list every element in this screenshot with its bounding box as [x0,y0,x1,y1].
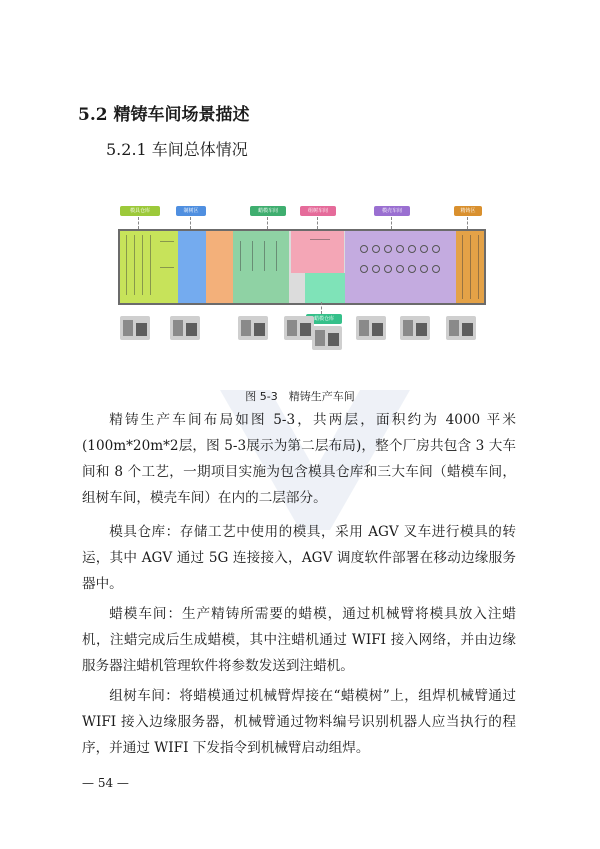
photo-thumbnail [170,316,200,340]
zone-wax-workshop [233,231,289,303]
photo-thumbnail [356,316,386,340]
section-title: 5.2 精铸车间场景描述 [78,105,250,125]
zone-tree-area [178,231,206,303]
figure-caption: 图 5-3 精铸生产车间 [245,390,355,403]
photo-thumbnail [446,316,476,340]
paragraph-mold-storage: 模具仓库：存储工艺中使用的模具，采用 AGV 叉车进行模具的转运，其中 AGV 通过 5G 连接接入，AGV 调度软件部署在移动边缘服务器中。 [82,524,516,592]
tag-mold-storage: 模具仓库 [120,206,160,216]
photo-thumbnail [400,316,430,340]
paragraph-wax-workshop: 蜡模车间：生产精铸所需要的蜡模，通过机械臂将模具放入注蜡机，注蜡完成后生成蜡模，其中注蜡机通过 WIFI 接入网络，并由边缘服务器注蜡机管理软件将参数发送到注蜡机。 [82,606,516,674]
subsection-title: 5.2.1 车间总体情况 [106,140,248,159]
figure [0,0,600,380]
floor-plan [118,229,486,305]
tag-assembly-workshop: 组树车间 [300,206,336,216]
tag-shell-workshop: 模壳车间 [374,206,410,216]
photo-thumbnail [120,316,150,340]
paragraph-layout: 精铸生产车间布局如图 5-3，共两层，面积约为 4000 平米(100m*20m*2层，图 5-3展示为第二层布局)，整个厂房共包含 3 大车间和 8 个工艺，一期项目实施为包含模具仓库和三大车间（蜡模车间，组树车间，模壳车间）在内的二层部分。 [82,412,516,506]
photo-thumbnail [238,316,268,340]
zone-wax-storage [305,273,345,303]
tag-finishing-area: 精铸区 [454,206,482,216]
page-number: — 54 — [82,776,129,790]
zone-stair-area [206,231,233,303]
zone-assembly-workshop [291,231,344,273]
photo-thumbnail [312,326,342,350]
photo-thumbnail [284,316,314,340]
tag-wax-workshop: 蜡模车间 [250,206,286,216]
tag-tree-area: 制树区 [176,206,206,216]
paragraph-assembly-workshop: 组树车间：将蜡模通过机械臂焊接在“蜡模树”上，组焊机械臂通过 WIFI 接入边缘服务器，机械臂通过物料编号识别机器人应当执行的程序，并通过 WIFI 下发指令到机械臂启动组焊。 [82,688,516,756]
tag-wax-storage: 蜡模仓库 [306,314,342,324]
